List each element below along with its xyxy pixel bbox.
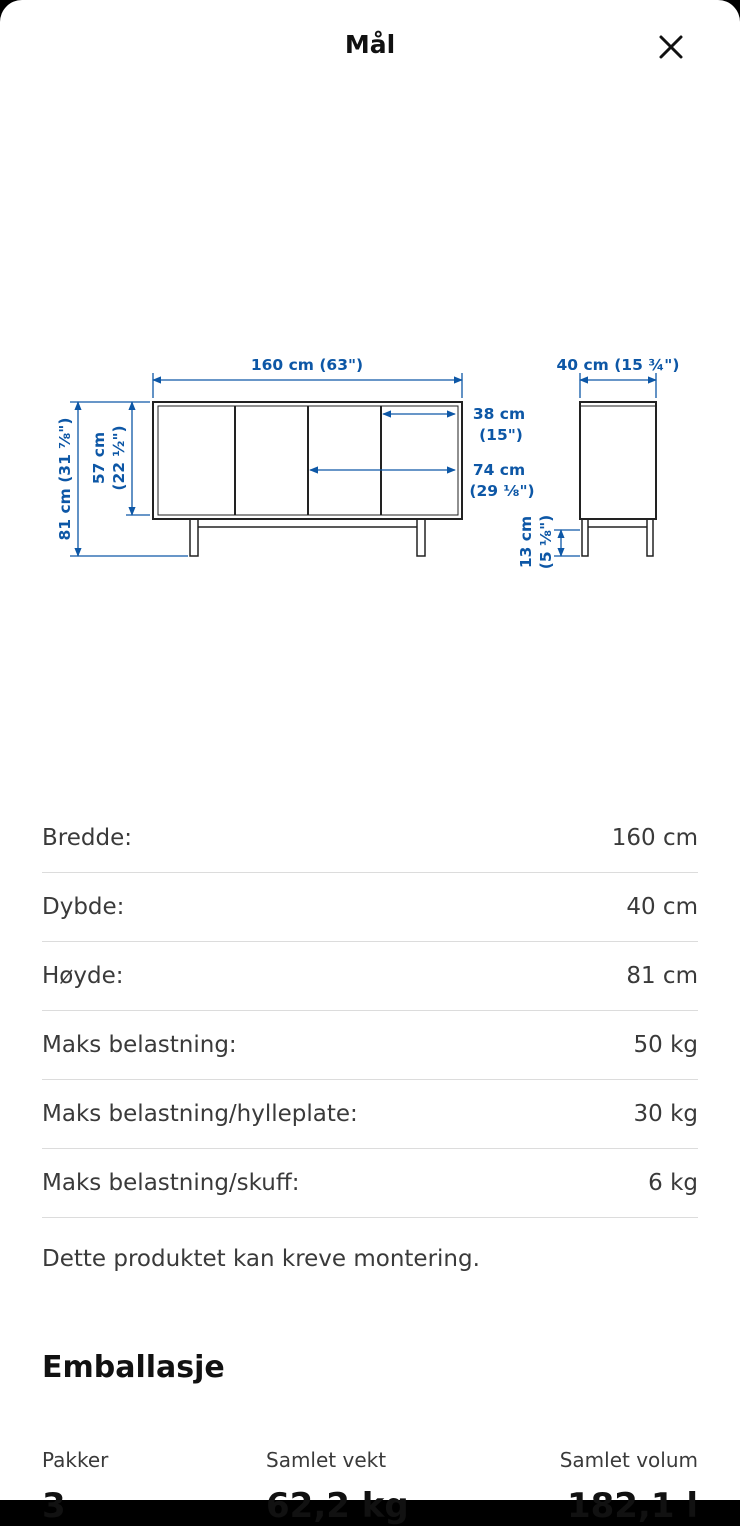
body-height-cm-label: 57 cm bbox=[90, 431, 108, 485]
spec-value: 6 kg bbox=[648, 1170, 698, 1196]
leg-height-cm-label: 13 cm bbox=[517, 515, 535, 569]
packages-value: 3 bbox=[42, 1486, 66, 1526]
packaging-heading: Emballasje bbox=[42, 1350, 225, 1385]
close-button[interactable] bbox=[646, 22, 696, 72]
spec-value: 50 kg bbox=[633, 1032, 698, 1058]
spec-label: Høyde: bbox=[42, 963, 124, 989]
sheet-header bbox=[0, 0, 740, 96]
spec-row-width bbox=[42, 804, 698, 873]
spec-label: Maks belastning/hylleplate: bbox=[42, 1101, 358, 1127]
spec-row-height bbox=[42, 942, 698, 1011]
leg-height-in-label: (5 ⅛") bbox=[537, 514, 555, 570]
drawer-width-in-label: (15") bbox=[479, 426, 523, 444]
spec-value: 40 cm bbox=[626, 894, 698, 920]
width-label: 160 cm (63") bbox=[250, 356, 364, 374]
spec-value: 160 cm bbox=[611, 825, 698, 851]
packages-header: Pakker bbox=[42, 1448, 109, 1472]
spec-label: Maks belastning: bbox=[42, 1032, 237, 1058]
close-icon bbox=[658, 34, 684, 60]
total-weight-value: 62,2 kg bbox=[266, 1486, 409, 1526]
total-volume-value: 182,1 l bbox=[566, 1486, 698, 1526]
dimension-specs-list bbox=[42, 804, 698, 1218]
sideboard-side-view bbox=[580, 402, 656, 556]
total-weight-header: Samlet vekt bbox=[266, 1448, 387, 1472]
drawer-width-cm-label: 38 cm bbox=[472, 405, 526, 423]
depth-label: 40 cm (15 ¾") bbox=[556, 356, 680, 374]
assembly-note: Dette produktet kan kreve montering. bbox=[42, 1246, 480, 1272]
total-volume-header: Samlet volum bbox=[559, 1448, 698, 1472]
total-height-label: 81 cm (31 ⅞") bbox=[56, 417, 74, 541]
spec-label: Dybde: bbox=[42, 894, 125, 920]
spec-row-max-load-drawer bbox=[42, 1149, 698, 1218]
spec-row-max-load bbox=[42, 1011, 698, 1080]
spec-value: 81 cm bbox=[626, 963, 698, 989]
body-height-in-label: (22 ½") bbox=[110, 425, 128, 491]
page-title: Mål bbox=[344, 30, 396, 59]
spec-row-depth bbox=[42, 873, 698, 942]
spec-value: 30 kg bbox=[633, 1101, 698, 1127]
spec-label: Maks belastning/skuff: bbox=[42, 1170, 300, 1196]
packaging-values bbox=[42, 1486, 698, 1526]
packaging-column-headers bbox=[42, 1448, 698, 1478]
door-width-in-label: (29 ⅛") bbox=[469, 482, 535, 500]
dimension-drawing bbox=[0, 340, 740, 580]
spec-row-max-load-shelf bbox=[42, 1080, 698, 1149]
spec-label: Bredde: bbox=[42, 825, 132, 851]
door-width-cm-label: 74 cm bbox=[472, 461, 526, 479]
sideboard-front-view bbox=[153, 402, 462, 556]
